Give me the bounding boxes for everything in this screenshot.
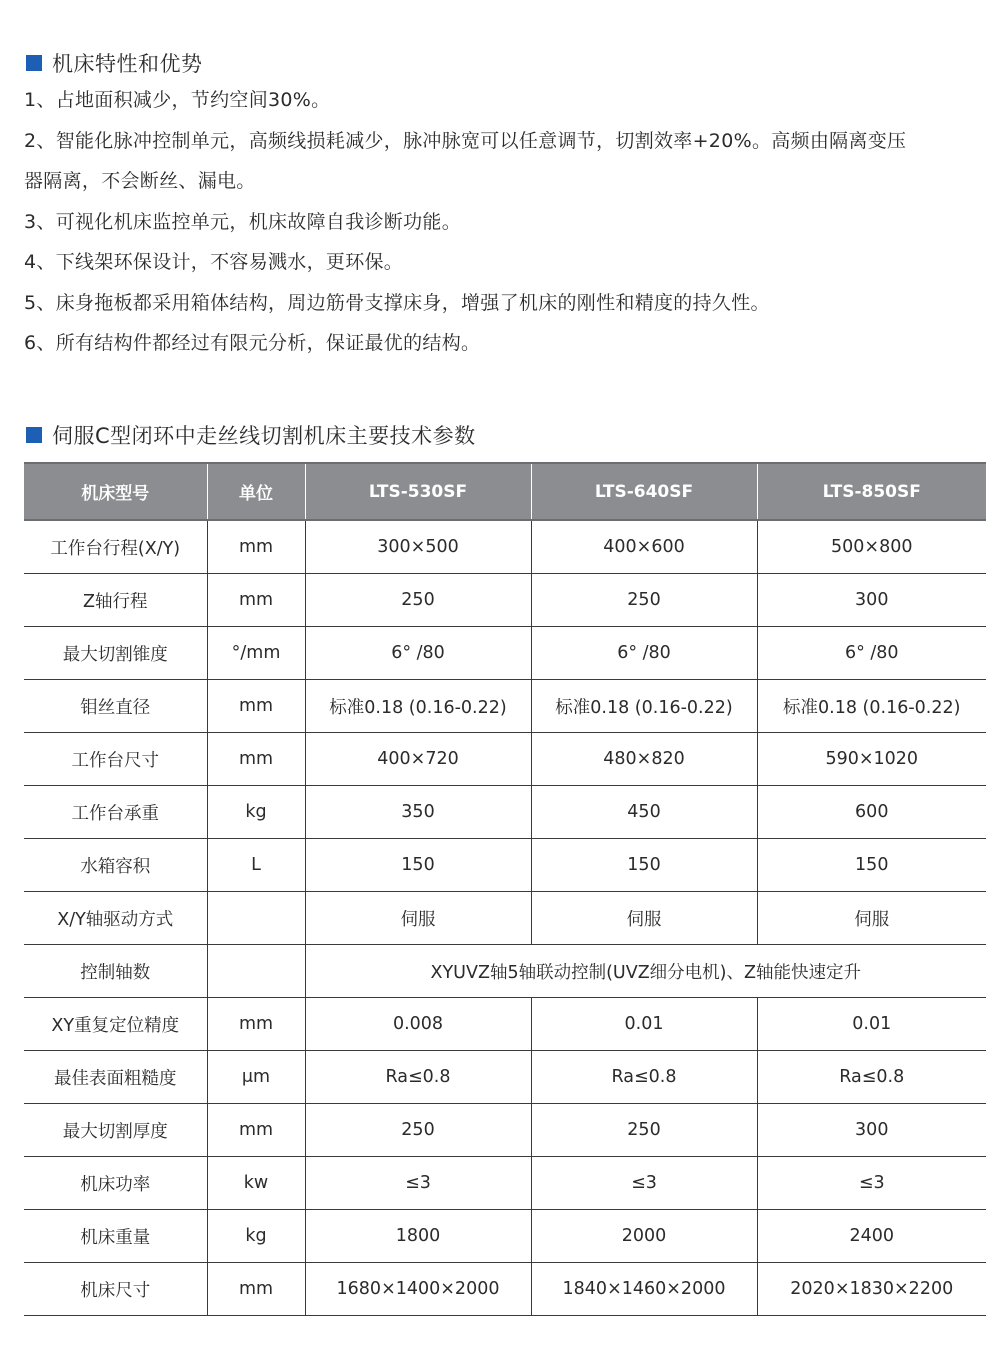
value-cell: 1840×1460×2000 (531, 1263, 757, 1316)
table-row (24, 892, 986, 945)
param-name-cell: Z轴行程 (24, 574, 207, 627)
table-row (24, 945, 986, 998)
param-name-cell: 工作台行程(X/Y) (24, 520, 207, 574)
spec-table (24, 462, 986, 1316)
param-name-cell: 机床尺寸 (24, 1263, 207, 1316)
value-cell: 1680×1400×2000 (305, 1263, 531, 1316)
table-row (24, 520, 986, 574)
table-row (24, 627, 986, 680)
table-row (24, 839, 986, 892)
value-cell: 0.01 (757, 998, 986, 1051)
unit-cell: mm (207, 1104, 305, 1157)
features-heading (26, 48, 203, 78)
param-name-cell: X/Y轴驱动方式 (24, 892, 207, 945)
table-row (24, 998, 986, 1051)
value-cell: ≤3 (305, 1157, 531, 1210)
param-name-cell: 控制轴数 (24, 945, 207, 998)
value-cell: XYUVZ轴5轴联动控制(UVZ细分电机)、Z轴能快速定升 (305, 945, 986, 998)
table-row (24, 786, 986, 839)
unit-cell (207, 892, 305, 945)
value-cell: 150 (531, 839, 757, 892)
header-lts-850sf: LTS-850SF (757, 463, 986, 520)
unit-cell: L (207, 839, 305, 892)
spec-table-body (24, 520, 986, 1316)
value-cell: 250 (531, 574, 757, 627)
table-row (24, 1210, 986, 1263)
feature-item: 3、可视化机床监控单元，机床故障自我诊断功能。 (24, 210, 461, 233)
table-row (24, 1157, 986, 1210)
value-cell: 1800 (305, 1210, 531, 1263)
feature-item: 6、所有结构件都经过有限元分析，保证最优的结构。 (24, 332, 481, 354)
value-cell: ≤3 (531, 1157, 757, 1210)
value-cell: 6° /80 (757, 627, 986, 680)
table-row (24, 1263, 986, 1316)
param-name-cell: 最大切割锥度 (24, 627, 207, 680)
value-cell: 150 (757, 839, 986, 892)
value-cell: 250 (305, 1104, 531, 1157)
value-cell: 590×1020 (757, 733, 986, 786)
value-cell: 450 (531, 786, 757, 839)
value-cell: 300×500 (305, 520, 531, 574)
unit-cell: kw (207, 1157, 305, 1210)
value-cell: 300 (757, 1104, 986, 1157)
value-cell: 250 (305, 574, 531, 627)
unit-cell: mm (207, 680, 305, 733)
value-cell: 标准0.18 (0.16-0.22) (757, 680, 986, 733)
value-cell: 2000 (531, 1210, 757, 1263)
unit-cell: mm (207, 998, 305, 1051)
value-cell: 伺服 (531, 892, 757, 945)
value-cell: 标准0.18 (0.16-0.22) (531, 680, 757, 733)
param-name-cell: 机床重量 (24, 1210, 207, 1263)
table-row (24, 1104, 986, 1157)
value-cell: 0.008 (305, 998, 531, 1051)
value-cell: Ra≤0.8 (757, 1051, 986, 1104)
unit-cell: mm (207, 1263, 305, 1316)
value-cell: 400×720 (305, 733, 531, 786)
square-bullet-icon (26, 55, 42, 71)
param-name-cell: 工作台尺寸 (24, 733, 207, 786)
param-name-cell: 最大切割厚度 (24, 1104, 207, 1157)
value-cell: ≤3 (757, 1157, 986, 1210)
square-bullet-icon (26, 427, 42, 443)
value-cell: 400×600 (531, 520, 757, 574)
unit-cell: μm (207, 1051, 305, 1104)
value-cell: 150 (305, 839, 531, 892)
table-row (24, 574, 986, 627)
value-cell: 2400 (757, 1210, 986, 1263)
params-heading-text: 伺服C型闭环中走丝线切割机床主要技术参数 (52, 424, 476, 448)
value-cell: 300 (757, 574, 986, 627)
value-cell: 2020×1830×2200 (757, 1263, 986, 1316)
feature-item: 5、床身拖板都采用箱体结构，周边筋骨支撑床身，增强了机床的刚性和精度的持久性。 (24, 291, 770, 314)
param-name-cell: 最佳表面粗糙度 (24, 1051, 207, 1104)
param-name-cell: 水箱容积 (24, 839, 207, 892)
param-name-cell: 机床功率 (24, 1157, 207, 1210)
feature-item: 2、智能化脉冲控制单元，高频线损耗减少，脉冲脉宽可以任意调节，切割效率+20%。高频由隔离变压 (24, 129, 907, 152)
feature-item: 器隔离，不会断丝、漏电。 (24, 170, 256, 192)
features-list (24, 80, 988, 364)
unit-cell: °/mm (207, 627, 305, 680)
param-name-cell: 工作台承重 (24, 786, 207, 839)
features-heading-text: 机床特性和优势 (52, 52, 203, 76)
table-header-row (24, 463, 986, 520)
header-model: 机床型号 (24, 463, 207, 520)
value-cell: 6° /80 (305, 627, 531, 680)
header-unit: 单位 (207, 463, 305, 520)
param-name-cell: XY重复定位精度 (24, 998, 207, 1051)
value-cell: 标准0.18 (0.16-0.22) (305, 680, 531, 733)
value-cell: 250 (531, 1104, 757, 1157)
header-lts-640sf: LTS-640SF (531, 463, 757, 520)
unit-cell: mm (207, 733, 305, 786)
feature-item: 4、下线架环保设计，不容易溅水，更环保。 (24, 251, 404, 273)
value-cell: 伺服 (757, 892, 986, 945)
value-cell: 600 (757, 786, 986, 839)
unit-cell: kg (207, 1210, 305, 1263)
params-heading (26, 420, 476, 450)
table-row (24, 680, 986, 733)
table-row (24, 733, 986, 786)
unit-cell (207, 945, 305, 998)
value-cell: Ra≤0.8 (305, 1051, 531, 1104)
value-cell: 500×800 (757, 520, 986, 574)
value-cell: 0.01 (531, 998, 757, 1051)
param-name-cell: 钼丝直径 (24, 680, 207, 733)
value-cell: 伺服 (305, 892, 531, 945)
value-cell: Ra≤0.8 (531, 1051, 757, 1104)
unit-cell: mm (207, 520, 305, 574)
value-cell: 6° /80 (531, 627, 757, 680)
unit-cell: mm (207, 574, 305, 627)
unit-cell: kg (207, 786, 305, 839)
feature-item: 1、占地面积减少，节约空间30%。 (24, 89, 331, 111)
header-lts-530sf: LTS-530SF (305, 463, 531, 520)
table-row (24, 1051, 986, 1104)
value-cell: 350 (305, 786, 531, 839)
value-cell: 480×820 (531, 733, 757, 786)
